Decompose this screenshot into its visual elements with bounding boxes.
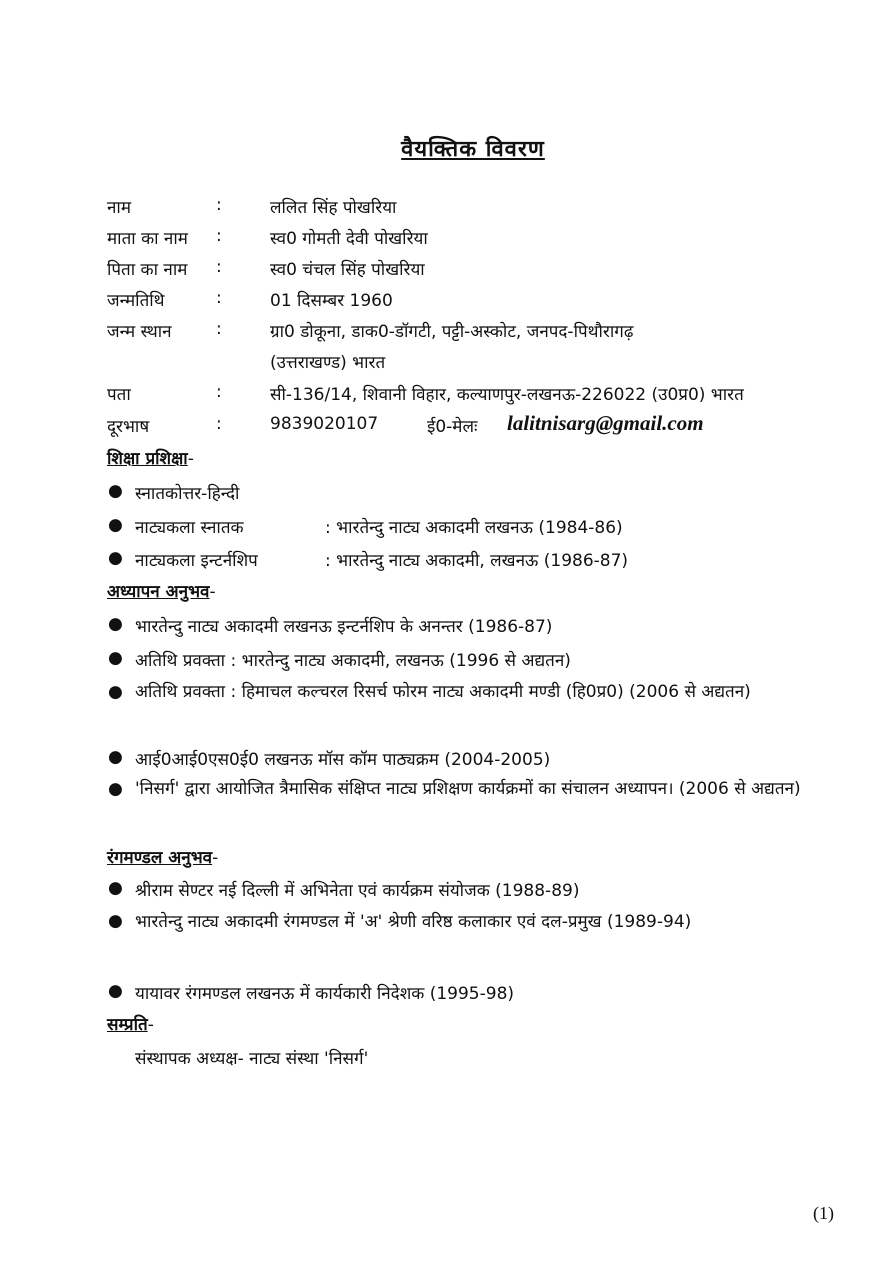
list-item-text: भारतेन्दु नाट्य अकादमी रंगमण्डल में 'अ' श्रेणी वरिष्ठ कलाकार एवं दल-प्रमुख (1989-94)	[135, 912, 692, 932]
detail-label: पता	[107, 385, 131, 405]
colon: :	[216, 257, 222, 277]
colon: :	[216, 414, 222, 434]
email-label: ई0-मेलः	[427, 417, 478, 437]
list-item-text: श्रीराम सेण्टर नई दिल्ली में अभिनेता एवं कार्यक्रम संयोजक (1988-89)	[135, 881, 580, 901]
list-item-text: अतिथि प्रवक्ता : हिमाचल कल्चरल रिसर्च फोरम नाट्य अकादमी मण्डी (हि0प्र0) (2006 से अद्यतन)	[135, 682, 751, 702]
email-value: lalitnisarg@gmail.com	[507, 411, 704, 435]
list-item-text: भारतेन्दु नाट्य अकादमी लखनऊ इन्टर्नशिप के अनन्तर (1986-87)	[135, 617, 553, 637]
section-heading-text: शिक्षा प्रशिक्षा	[107, 449, 188, 469]
bullet-icon: ●	[108, 614, 123, 634]
section-heading-text: अध्यापन अनुभव	[107, 582, 210, 602]
list-item-detail: : भारतेन्दु नाट्य अकादमी लखनऊ (1984-86)	[325, 518, 623, 538]
page-title: वैयक्तिक विवरण	[401, 137, 545, 162]
detail-label: नाम	[107, 198, 132, 218]
list-item-text: स्नातकोत्तर-हिन्दी	[135, 484, 240, 504]
detail-value: 01 दिसम्बर 1960	[270, 291, 393, 311]
list-item-course: नाट्यकला इन्टर्नशिप	[135, 551, 258, 571]
page-number: (1)	[813, 1203, 834, 1223]
bullet-icon: ●	[108, 682, 123, 702]
colon: :	[216, 226, 222, 246]
bullet-icon: ●	[108, 481, 123, 501]
list-item-text: यायावर रंगमण्डल लखनऊ में कार्यकारी निदेशक (1995-98)	[135, 984, 515, 1004]
list-item-detail: : भारतेन्दु नाट्य अकादमी, लखनऊ (1986-87)	[325, 551, 629, 571]
detail-label: जन्मतिथि	[107, 291, 165, 311]
detail-value: (उत्तराखण्ड) भारत	[270, 353, 386, 373]
bullet-icon: ●	[108, 747, 123, 767]
section-heading-current: सम्प्रति-	[107, 1015, 154, 1035]
section-heading-text: सम्प्रति	[107, 1015, 148, 1035]
detail-value: ललित सिंह पोखरिया	[270, 198, 397, 218]
bullet-icon: ●	[108, 779, 123, 799]
colon: :	[216, 195, 222, 215]
list-item-course: नाट्यकला स्नातक	[135, 518, 244, 538]
current-text: संस्थापक अध्यक्ष- नाट्य संस्था 'निसर्ग'	[135, 1049, 369, 1069]
detail-label: पिता का नाम	[107, 260, 188, 280]
list-item-text: 'निसर्ग' द्वारा आयोजित त्रैमासिक संक्षिप्त नाट्य प्रशिक्षण कार्यक्रमों का संचालन अध्यापन। (2006 से अद्यतन)	[135, 779, 801, 799]
bullet-icon: ●	[108, 515, 123, 535]
detail-label: दूरभाष	[107, 417, 150, 437]
section-heading-teaching: अध्यापन अनुभव-	[107, 582, 216, 602]
detail-label: जन्म स्थान	[107, 322, 172, 342]
detail-value: स्व0 गोमती देवी पोखरिया	[270, 229, 428, 249]
section-heading-text: रंगमण्डल अनुभव	[107, 848, 213, 868]
list-item-text: आई0आई0एस0ई0 लखनऊ मॉस कॉम पाठ्यक्रम (2004-2005)	[135, 750, 551, 770]
bullet-icon: ●	[108, 911, 123, 931]
colon: :	[216, 382, 222, 402]
detail-value: ग्रा0 डोकूना, डाक0-डॉगटी, पट्टी-अस्कोट, जनपद-पिथौरागढ़	[270, 322, 634, 342]
colon: :	[216, 288, 222, 308]
section-heading-theatre: रंगमण्डल अनुभव-	[107, 848, 219, 868]
colon: :	[216, 319, 222, 339]
phone-value: 9839020107	[270, 414, 379, 434]
section-heading-education: शिक्षा प्रशिक्षा-	[107, 449, 194, 469]
bullet-icon: ●	[108, 981, 123, 1001]
detail-label: माता का नाम	[107, 229, 188, 249]
list-item-text: अतिथि प्रवक्ता : भारतेन्दु नाट्य अकादमी, लखनऊ (1996 से अद्यतन)	[135, 651, 571, 671]
bullet-icon: ●	[108, 878, 123, 898]
detail-value: सी-136/14, शिवानी विहार, कल्याणपुर-लखनऊ-226022 (उ0प्र0) भारत	[270, 385, 744, 405]
detail-value: स्व0 चंचल सिंह पोखरिया	[270, 260, 425, 280]
bullet-icon: ●	[108, 548, 123, 568]
bullet-icon: ●	[108, 648, 123, 668]
